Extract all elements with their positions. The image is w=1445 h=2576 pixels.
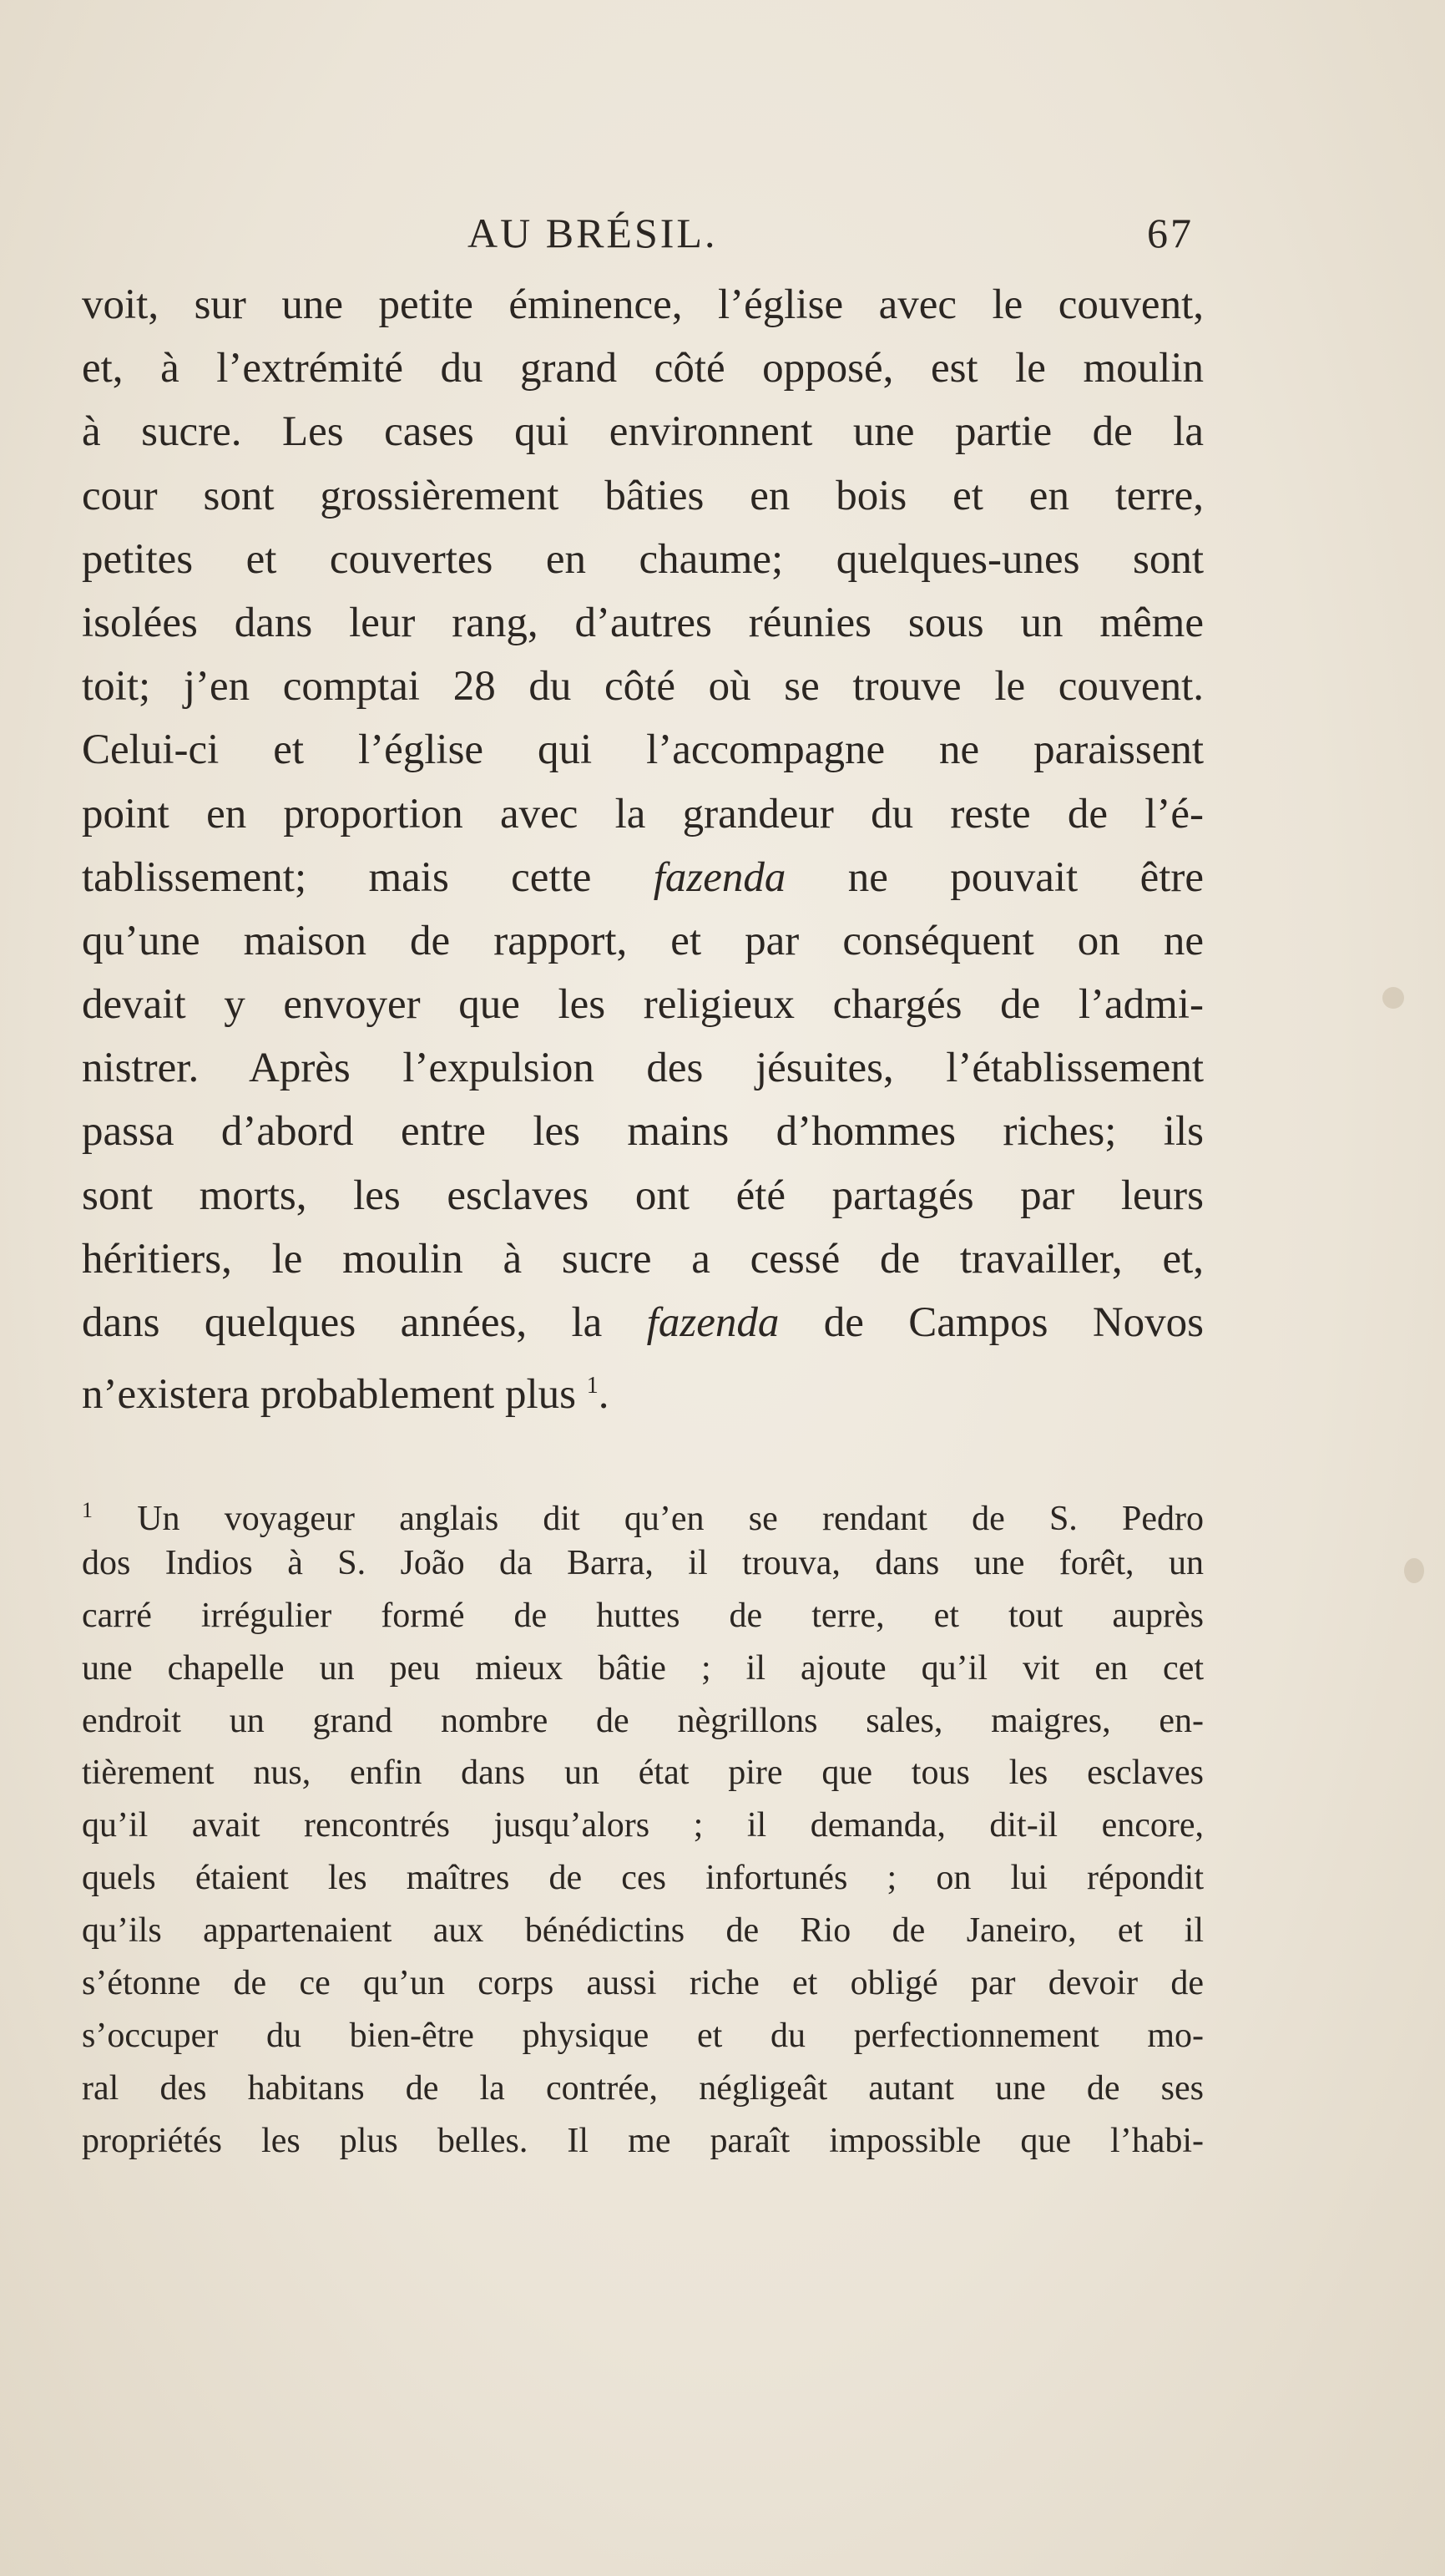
text-segment: dans quelques années, la [82,1299,647,1346]
text-line [82,1291,1204,1354]
paper-stain [1382,987,1404,1009]
text-line: nistrer. Après l’expulsion des jésuites, l’établissement [82,1045,1204,1092]
text-line: isolées dans leur rang, d’autres réunies sous un même [82,599,1204,646]
text-segment: . [598,1371,609,1419]
italic-word: fazenda [646,1299,780,1346]
text-segment: ne pouvait être [786,853,1204,901]
text-line: devait y envoyer que les religieux chargés de l’admi- [82,981,1204,1029]
footnote-line: propriétés les plus belles. Il me paraît impossible que l’habi- [82,2121,1204,2160]
footnote-line: s’étonne de ce qu’un corps aussi riche et obligé par devoir de [82,1964,1204,2003]
text-line: et, à l’extrémité du grand côté opposé, est le moulin [82,345,1204,392]
text-line [82,1354,1204,1418]
text-line: point en proportion avec la grandeur du reste de l’é- [82,790,1204,838]
footnote-line: endroit un grand nombre de nègrillons sales, maigres, en- [82,1701,1204,1740]
text-segment: tablissement; mais cette [82,853,654,901]
footnote-line: qu’il avait rencontrés jusqu’alors ; il demanda, dit-il encore, [82,1806,1204,1845]
text-line: Celui-ci et l’église qui l’accompagne ne paraissent [82,726,1204,774]
text-line: toit; j’en comptai 28 du côté où se trouve le couvent. [82,663,1204,711]
text-line: héritiers, le moulin à sucre a cessé de travailler, et, [82,1235,1204,1283]
text-line: sont morts, les esclaves ont été partagés par leurs [82,1172,1204,1219]
text-segment: de Campos Novos [779,1299,1204,1346]
footnote-line: carré irrégulier formé de huttes de terre, et tout auprès [82,1596,1204,1635]
footnote-line: qu’ils appartenaient aux bénédictins de Rio de Janeiro, et il [82,1911,1204,1951]
text-segment: n’existera probablement plus [82,1371,587,1419]
footnote-reference: 1 [586,1373,599,1399]
page-number: 67 [1147,210,1194,256]
footnote-marker: 1 [82,1498,93,1522]
footnote-line [82,1485,1204,1537]
footnote-line: dos Indios à S. João da Barra, il trouva, dans une forêt, un [82,1543,1204,1582]
footnote-line: ral des habitans de la contrée, négligeât autant une de ses [82,2068,1204,2108]
text-line: passa d’abord entre les mains d’hommes riches; ils [82,1108,1204,1156]
text-line: cour sont grossièrement bâties en bois et en terre, [82,472,1204,519]
text-line: qu’une maison de rapport, et par conséquent on ne [82,917,1204,964]
page-header [376,209,1210,276]
text-line [82,846,1204,909]
italic-word: fazenda [653,853,786,901]
footnote-line: quels étaient les maîtres de ces infortunés ; on lui répondit [82,1859,1204,1898]
text-line: petites et couvertes en chaume; quelques-unes sont [82,535,1204,583]
text-segment: Un voyageur anglais dit qu’en se rendant de S. Pedro [93,1500,1204,1538]
text-line: voit, sur une petite éminence, l’église avec le couvent, [82,281,1204,328]
text-line: à sucre. Les cases qui environnent une partie de la [82,408,1204,456]
paper-stain [1404,1558,1424,1583]
footnote-line: s’occuper du bien-être physique et du perfectionnement mo- [82,2016,1204,2055]
running-title: AU BRÉSIL. [467,210,718,256]
main-text [82,273,1204,1418]
footnote-line: une chapelle un peu mieux bâtie ; il ajoute qu’il vit en cet [82,1648,1204,1688]
footnote-line: tièrement nus, enfin dans un état pire que tous les esclaves [82,1754,1204,1793]
footnote [82,1485,1204,2168]
